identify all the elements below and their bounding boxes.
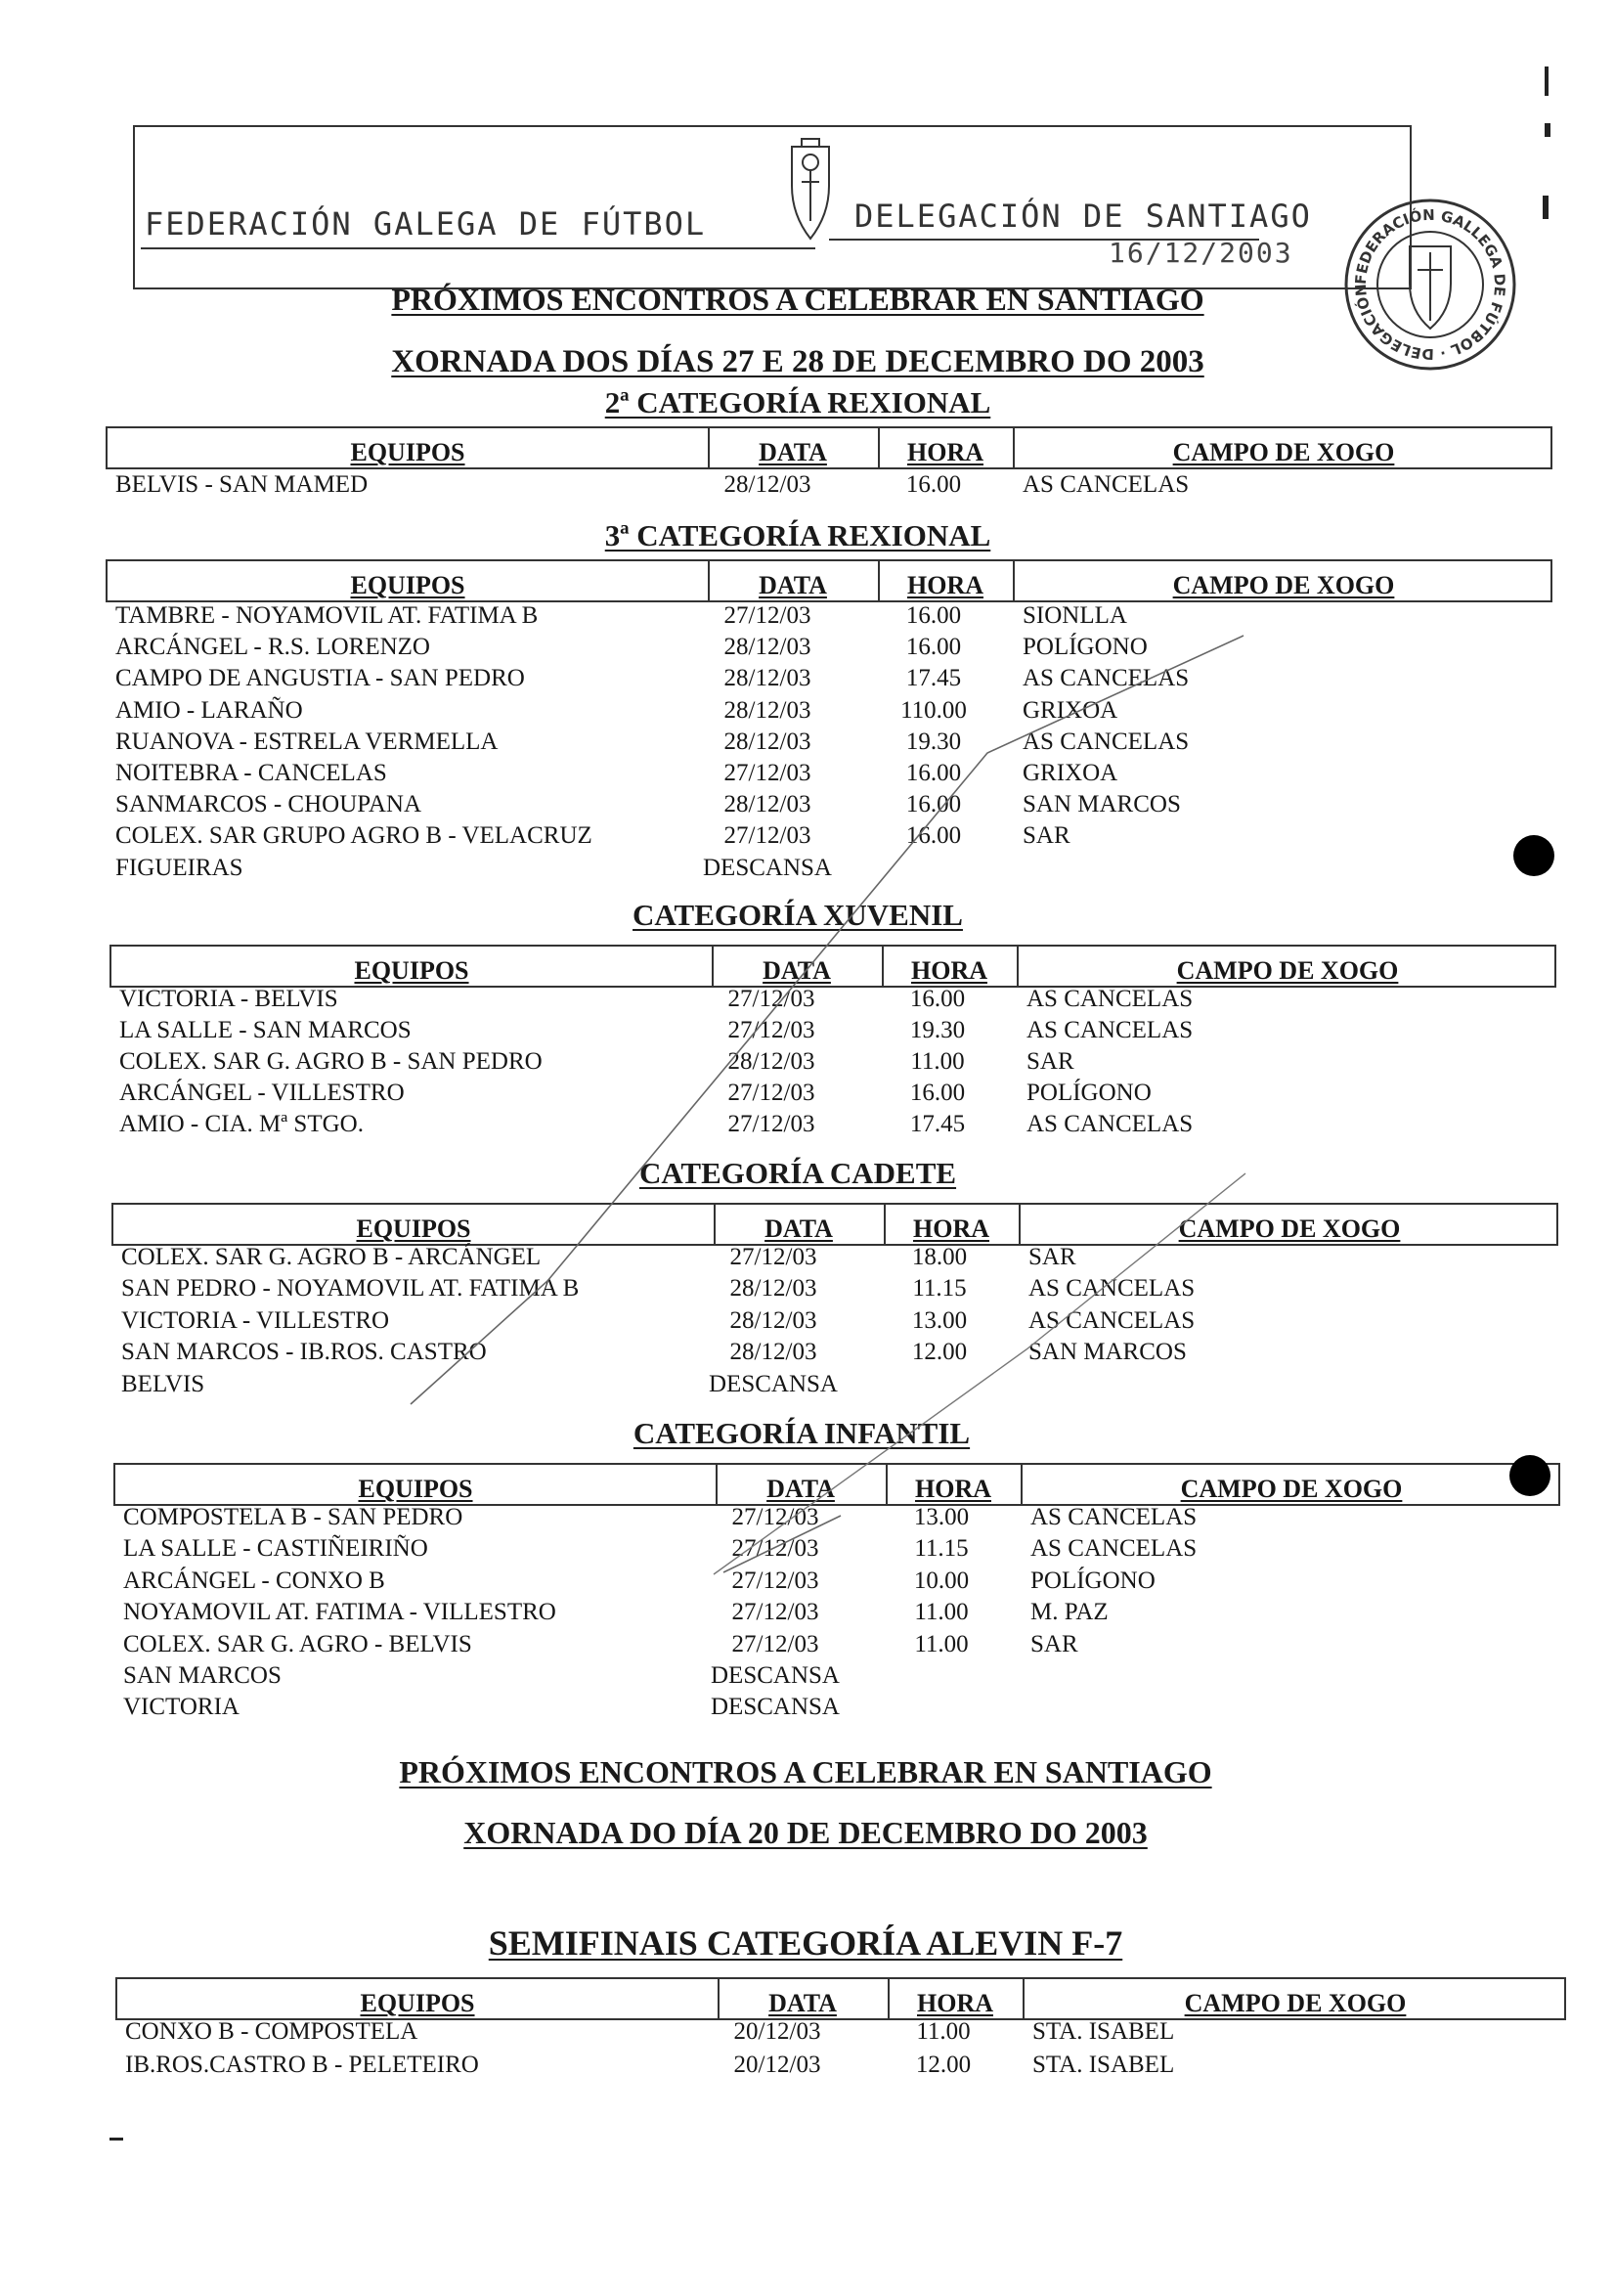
match-field: AS CANCELAS [1030, 1504, 1198, 1530]
match-date: 28/12/03 [723, 791, 811, 818]
match-field: AS CANCELAS [1030, 1535, 1198, 1563]
matchday-subtitle: XORNADA DOS DÍAS 27 E 28 DE DECEMBRO DO 2003 [391, 344, 1204, 379]
match-date: 27/12/03 [731, 1630, 819, 1657]
match-time: 11.15 [914, 1535, 969, 1563]
match-field: POLÍGONO [1026, 1080, 1152, 1106]
match-teams: VICTORIA - BELVIS [119, 986, 338, 1012]
match-teams: AMIO - CIA. Mª STGO. [119, 1111, 364, 1137]
match-teams: LA SALLE - CASTIÑEIRIÑO [123, 1535, 428, 1563]
second-matchday-subtitle: XORNADA DO DÍA 20 DE DECEMBRO DO 2003 [463, 1815, 1148, 1850]
match-time: 10.00 [913, 1567, 970, 1594]
match-date: 28/12/03 [723, 728, 811, 755]
crest-icon [788, 137, 833, 247]
match-field: AS CANCELAS [1023, 471, 1190, 498]
match-teams: NOITEBRA - CANCELAS [115, 760, 387, 786]
table-row [111, 1339, 1558, 1370]
match-field: GRIXOA [1023, 696, 1118, 724]
match-time: 11.00 [910, 1048, 965, 1075]
match-time: 19.30 [909, 1017, 966, 1043]
match-date: 27/12/03 [729, 1244, 817, 1270]
match-field: STA. ISABEL [1032, 2018, 1175, 2045]
table-row [106, 791, 1552, 822]
table-row [106, 634, 1552, 665]
table-row [106, 665, 1552, 696]
match-date: 27/12/03 [723, 602, 811, 629]
table-row [113, 1662, 1560, 1694]
match-field: AS CANCELAS [1026, 1111, 1194, 1137]
column-header-teams: EQUIPOS [356, 1214, 471, 1243]
table-row [113, 1567, 1560, 1599]
section-title: CATEGORÍA CADETE [638, 1156, 957, 1190]
match-teams: COLEX. SAR G. AGRO - BELVIS [123, 1630, 472, 1657]
match-teams: IB.ROS.CASTRO B - PELETEIRO [125, 2052, 479, 2078]
column-header-field: CAMPO DE XOGO [1176, 956, 1399, 985]
match-date: 20/12/03 [733, 2052, 821, 2078]
match-time: 11.15 [912, 1275, 967, 1303]
federation-name: FEDERACIÓN GALEGA DE FÚTBOL [145, 205, 707, 243]
match-teams: COLEX. SAR G. AGRO B - SAN PEDRO [119, 1048, 543, 1075]
match-teams: ARCÁNGEL - R.S. LORENZO [115, 634, 430, 661]
table-row [113, 1535, 1560, 1567]
match-time: 16.00 [905, 760, 962, 786]
stamp-text: FEDERACIÓN GALLEGA DE FÚTBOL · DELEGACIÓN [1351, 205, 1509, 364]
section-title: 3ª CATEGORÍA REXIONAL [604, 518, 991, 552]
scan-speck [1543, 196, 1549, 219]
section-title: CATEGORÍA XUVENIL [633, 898, 963, 932]
match-field: STA. ISABEL [1032, 2052, 1175, 2078]
match-date: 27/12/03 [731, 1567, 819, 1594]
match-field: AS CANCELAS [1023, 665, 1190, 692]
match-date: 27/12/03 [731, 1504, 819, 1530]
match-teams: TAMBRE - NOYAMOVIL AT. FATIMA B [115, 602, 539, 629]
match-time: 13.00 [913, 1504, 970, 1530]
match-time: 12.00 [911, 1339, 968, 1366]
divider [141, 247, 815, 249]
column-header-date: DATA [759, 438, 827, 466]
table-header-row [109, 945, 1556, 988]
match-field: M. PAZ [1030, 1599, 1109, 1626]
match-field: SAR [1030, 1630, 1078, 1657]
match-date: 20/12/03 [733, 2018, 821, 2045]
punch-hole-icon [1509, 1455, 1550, 1496]
match-date: 27/12/03 [731, 1535, 819, 1563]
match-time: 17.45 [905, 665, 962, 692]
column-header-time: HORA [915, 1475, 991, 1503]
table-row [113, 1631, 1560, 1662]
match-date: DESCANSA [709, 1370, 838, 1397]
match-time: 18.00 [911, 1244, 968, 1270]
table-row [115, 2018, 1566, 2050]
match-time: 11.00 [914, 1599, 969, 1626]
match-teams: RUANOVA - ESTRELA VERMELLA [115, 728, 499, 755]
column-header-date: DATA [764, 1214, 833, 1243]
match-date: 27/12/03 [727, 1111, 815, 1137]
match-time: 16.00 [905, 634, 962, 661]
column-header-teams: EQUIPOS [354, 956, 469, 985]
match-date: 28/12/03 [727, 1048, 815, 1075]
match-date: DESCANSA [703, 854, 832, 881]
match-teams: SANMARCOS - CHOUPANA [115, 791, 422, 818]
column-header-teams: EQUIPOS [360, 1989, 475, 2017]
match-date: DESCANSA [711, 1662, 840, 1689]
column-header-time: HORA [917, 1989, 993, 2017]
match-date: 28/12/03 [729, 1306, 817, 1334]
match-time: 12.00 [915, 2052, 972, 2078]
match-teams: AMIO - LARAÑO [115, 696, 303, 724]
section-title: 2ª CATEGORÍA REXIONAL [604, 385, 991, 419]
column-header-field: CAMPO DE XOGO [1172, 438, 1395, 466]
column-header-teams: EQUIPOS [358, 1475, 473, 1503]
match-teams: COMPOSTELA B - SAN PEDRO [123, 1504, 463, 1530]
match-date: 27/12/03 [727, 1080, 815, 1106]
column-header-time: HORA [907, 438, 983, 466]
match-time: 16.00 [905, 602, 962, 629]
match-teams: SAN MARCOS - IB.ROS. CASTRO [121, 1339, 487, 1366]
table-row [109, 1048, 1556, 1080]
column-header-field: CAMPO DE XOGO [1172, 571, 1395, 599]
match-field: SAN MARCOS [1028, 1339, 1187, 1366]
table-header-row [111, 1203, 1558, 1246]
semifinal-section-title: SEMIFINAIS CATEGORÍA ALEVIN F-7 [488, 1923, 1123, 1963]
match-teams: COLEX. SAR GRUPO AGRO B - VELACRUZ [115, 822, 592, 850]
match-time: 16.00 [905, 822, 962, 850]
table-row [106, 760, 1552, 791]
table-row [106, 822, 1552, 854]
match-time: 13.00 [911, 1306, 968, 1334]
table-row [106, 729, 1552, 760]
column-header-time: HORA [907, 571, 983, 599]
column-header-teams: EQUIPOS [350, 571, 465, 599]
match-date: DESCANSA [711, 1694, 840, 1721]
match-teams: CAMPO DE ANGUSTIA - SAN PEDRO [115, 665, 525, 692]
match-field: SAN MARCOS [1023, 791, 1181, 818]
table-row [113, 1694, 1560, 1725]
table-row [113, 1599, 1560, 1630]
match-field: AS CANCELAS [1026, 1017, 1194, 1043]
column-header-time: HORA [911, 956, 987, 985]
column-header-date: DATA [759, 571, 827, 599]
match-field: SAR [1026, 1048, 1074, 1075]
table-row [106, 855, 1552, 886]
match-time: 16.00 [909, 986, 966, 1012]
match-field: POLÍGONO [1023, 634, 1148, 661]
match-field: SAR [1028, 1244, 1076, 1270]
punch-hole-icon [1513, 835, 1554, 876]
match-field: AS CANCELAS [1028, 1275, 1196, 1303]
match-date: 28/12/03 [723, 634, 811, 661]
match-date: 28/12/03 [723, 471, 811, 498]
match-field: SAR [1023, 822, 1070, 850]
match-field: AS CANCELAS [1023, 728, 1190, 755]
match-field: SIONLLA [1023, 602, 1127, 629]
match-time: 17.45 [909, 1111, 966, 1137]
match-date: 28/12/03 [723, 665, 811, 692]
column-header-date: DATA [763, 956, 831, 985]
table-row [111, 1244, 1558, 1275]
match-field: GRIXOA [1023, 760, 1118, 786]
column-header-field: CAMPO DE XOGO [1184, 1989, 1407, 2017]
match-teams: FIGUEIRAS [115, 854, 243, 881]
match-teams: SAN PEDRO - NOYAMOVIL AT. FATIMA B [121, 1275, 580, 1303]
main-title: PRÓXIMOS ENCONTROS A CELEBRAR EN SANTIAGO [391, 282, 1204, 317]
match-date: 27/12/03 [727, 986, 815, 1012]
table-row [115, 2052, 1566, 2083]
match-field: AS CANCELAS [1026, 986, 1194, 1012]
match-time: 16.00 [905, 471, 962, 498]
table-row [111, 1275, 1558, 1306]
match-teams: BELVIS - SAN MAMED [115, 471, 369, 498]
match-field: POLÍGONO [1030, 1567, 1156, 1594]
table-row [109, 1111, 1556, 1142]
table-row [109, 1080, 1556, 1111]
match-time: 11.00 [914, 1630, 969, 1657]
match-date: 27/12/03 [727, 1017, 815, 1043]
match-time: 16.00 [909, 1080, 966, 1106]
match-teams: COLEX. SAR G. AGRO B - ARCÁNGEL [121, 1244, 542, 1270]
match-date: 27/12/03 [723, 760, 811, 786]
match-teams: VICTORIA [123, 1694, 240, 1721]
table-row [106, 602, 1552, 634]
table-row [109, 1017, 1556, 1048]
match-time: 19.30 [905, 728, 962, 755]
table-header-row [106, 426, 1552, 469]
table-row [111, 1371, 1558, 1402]
table-row [111, 1307, 1558, 1339]
table-header-row [113, 1463, 1560, 1506]
table-row [109, 986, 1556, 1017]
match-date: 27/12/03 [723, 822, 811, 850]
match-time: 110.00 [900, 696, 967, 724]
table-row [106, 471, 1552, 503]
scan-speck [1545, 123, 1550, 137]
column-header-date: DATA [766, 1475, 835, 1503]
match-teams: SAN MARCOS [123, 1662, 282, 1689]
table-row [106, 697, 1552, 729]
delegation-name: DELEGACIÓN DE SANTIAGO [854, 198, 1312, 235]
match-teams: NOYAMOVIL AT. FATIMA - VILLESTRO [123, 1599, 556, 1626]
column-header-field: CAMPO DE XOGO [1178, 1214, 1401, 1243]
match-teams: ARCÁNGEL - CONXO B [123, 1567, 385, 1594]
match-date: 28/12/03 [723, 696, 811, 724]
match-field: AS CANCELAS [1028, 1306, 1196, 1334]
match-teams: CONXO B - COMPOSTELA [125, 2018, 418, 2045]
match-teams: VICTORIA - VILLESTRO [121, 1306, 390, 1334]
second-title: PRÓXIMOS ENCONTROS A CELEBRAR EN SANTIAGO [399, 1754, 1212, 1789]
match-date: 28/12/03 [729, 1339, 817, 1366]
column-header-time: HORA [913, 1214, 989, 1243]
table-header-row [106, 559, 1552, 602]
match-date: 27/12/03 [731, 1599, 819, 1626]
table-header-row [115, 1977, 1566, 2020]
match-time: 11.00 [916, 2018, 971, 2045]
scan-speck [1545, 66, 1549, 96]
match-teams: BELVIS [121, 1370, 205, 1397]
match-teams: LA SALLE - SAN MARCOS [119, 1017, 412, 1043]
letterhead [133, 125, 1412, 289]
federation-stamp-icon [1341, 196, 1519, 378]
match-time: 16.00 [905, 791, 962, 818]
table-row [113, 1504, 1560, 1535]
column-header-field: CAMPO DE XOGO [1180, 1475, 1403, 1503]
column-header-teams: EQUIPOS [350, 438, 465, 466]
column-header-date: DATA [768, 1989, 837, 2017]
document-date: 16/12/2003 [1109, 237, 1293, 269]
section-title: CATEGORÍA INFANTIL [633, 1416, 971, 1450]
match-date: 28/12/03 [729, 1275, 817, 1303]
scan-speck [109, 2138, 123, 2141]
match-teams: ARCÁNGEL - VILLESTRO [119, 1080, 405, 1106]
